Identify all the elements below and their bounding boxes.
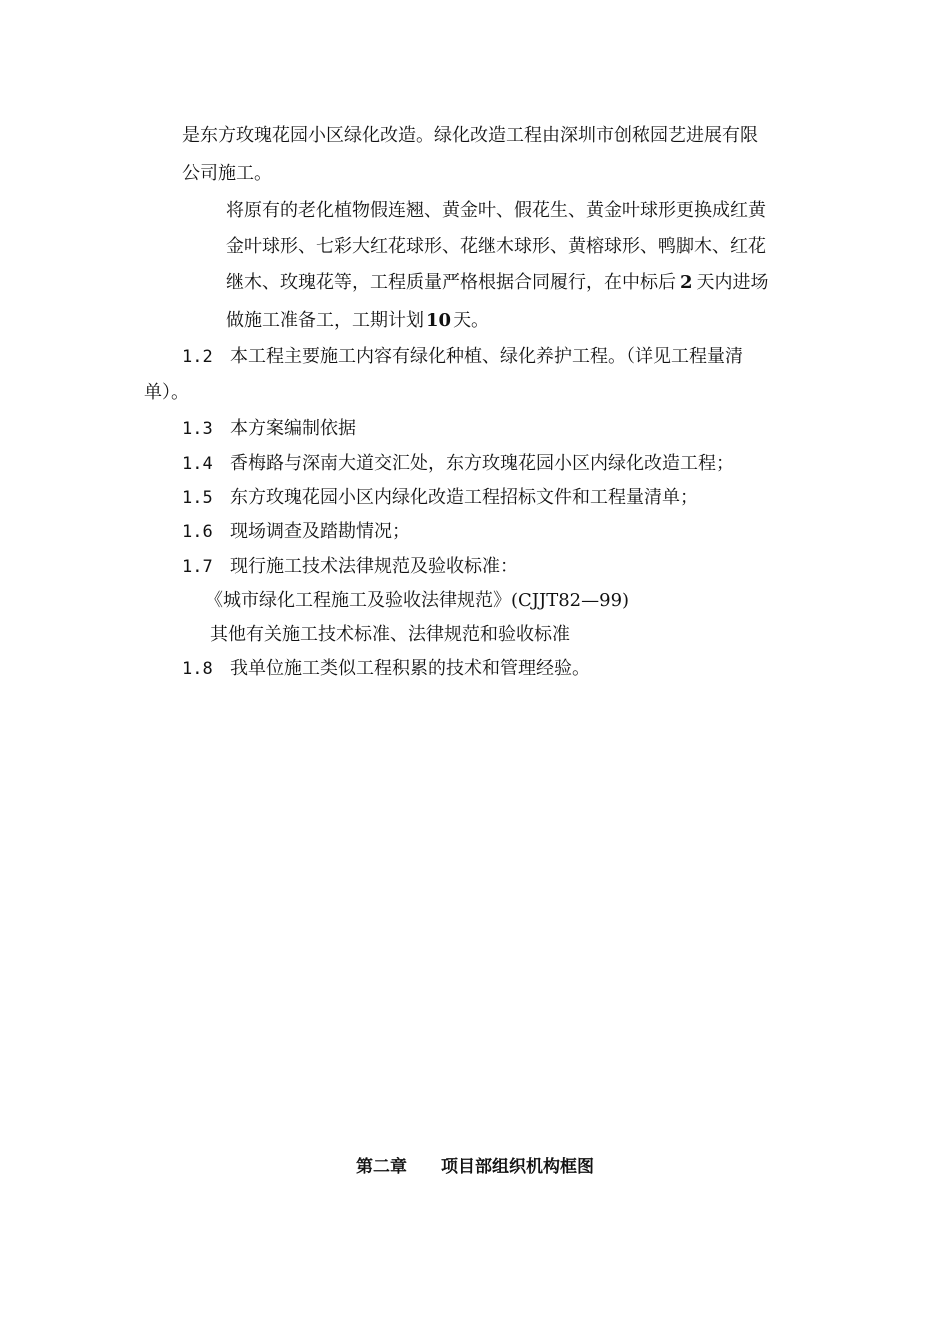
standard-reference: 其他有关施工技术标准、法律规范和验收标准 <box>210 624 570 645</box>
chapter-title: 项目部组织机构框图 <box>441 1157 594 1177</box>
item-text: 东方玫瑰花园小区内绿化改造工程招标文件和工程量清单； <box>230 487 698 508</box>
item-text: 香梅路与深南大道交汇处，东方玫瑰花园小区内绿化改造工程； <box>230 453 734 474</box>
paragraph-line: 将原有的老化植物假连翘、黄金叶、假花生、黄金叶球形更换成红黄 <box>226 200 766 221</box>
chapter-heading <box>0 1155 950 1179</box>
paragraph-line: 是东方玫瑰花园小区绿化改造。绿化改造工程由深圳市创秾园艺进展有限 <box>182 125 758 146</box>
list-item <box>182 452 734 476</box>
list-item <box>182 486 698 510</box>
list-item <box>182 345 743 369</box>
chapter-label: 第二章 <box>356 1157 407 1177</box>
item-text: 现场调查及踏勘情况； <box>230 521 410 542</box>
item-number: 1.7 <box>182 557 213 577</box>
item-number: 1.4 <box>182 454 213 474</box>
paragraph-text: 天内进场 <box>696 272 769 293</box>
list-item <box>182 555 518 579</box>
item-text: 本方案编制依据 <box>230 418 356 439</box>
list-item <box>182 657 590 681</box>
item-number: 1.2 <box>182 347 213 367</box>
paragraph-line: 公司施工。 <box>182 163 272 184</box>
item-text: 现行施工技术法律规范及验收标准： <box>230 556 518 577</box>
item-number: 1.8 <box>182 659 213 679</box>
paragraph-line <box>226 271 769 295</box>
list-item <box>182 417 356 441</box>
item-text: 本工程主要施工内容有绿化种植、绿化养护工程。（详见工程量清 <box>230 346 743 367</box>
duration-days: 10 <box>426 310 452 331</box>
standard-reference: 《城市绿化工程施工及验收法律规范》(CJJT82—99) <box>205 590 630 611</box>
paragraph-text: 天。 <box>453 310 490 331</box>
day-count: 2 <box>680 272 693 293</box>
paragraph-line: 金叶球形、七彩大红花球形、花继木球形、黄榕球形、鸭脚木、红花 <box>226 236 766 257</box>
item-number: 1.3 <box>182 419 213 439</box>
list-item <box>182 520 410 544</box>
item-text: 我单位施工类似工程积累的技术和管理经验。 <box>230 658 590 679</box>
list-item-continuation: 单）。 <box>144 382 189 403</box>
paragraph-line <box>226 309 489 333</box>
paragraph-text: 做施工准备工，工期计划 <box>226 310 424 331</box>
item-number: 1.6 <box>182 522 213 542</box>
paragraph-text: 继木、玫瑰花等，工程质量严格根据合同履行，在中标后 <box>226 272 676 293</box>
item-number: 1.5 <box>182 488 213 508</box>
